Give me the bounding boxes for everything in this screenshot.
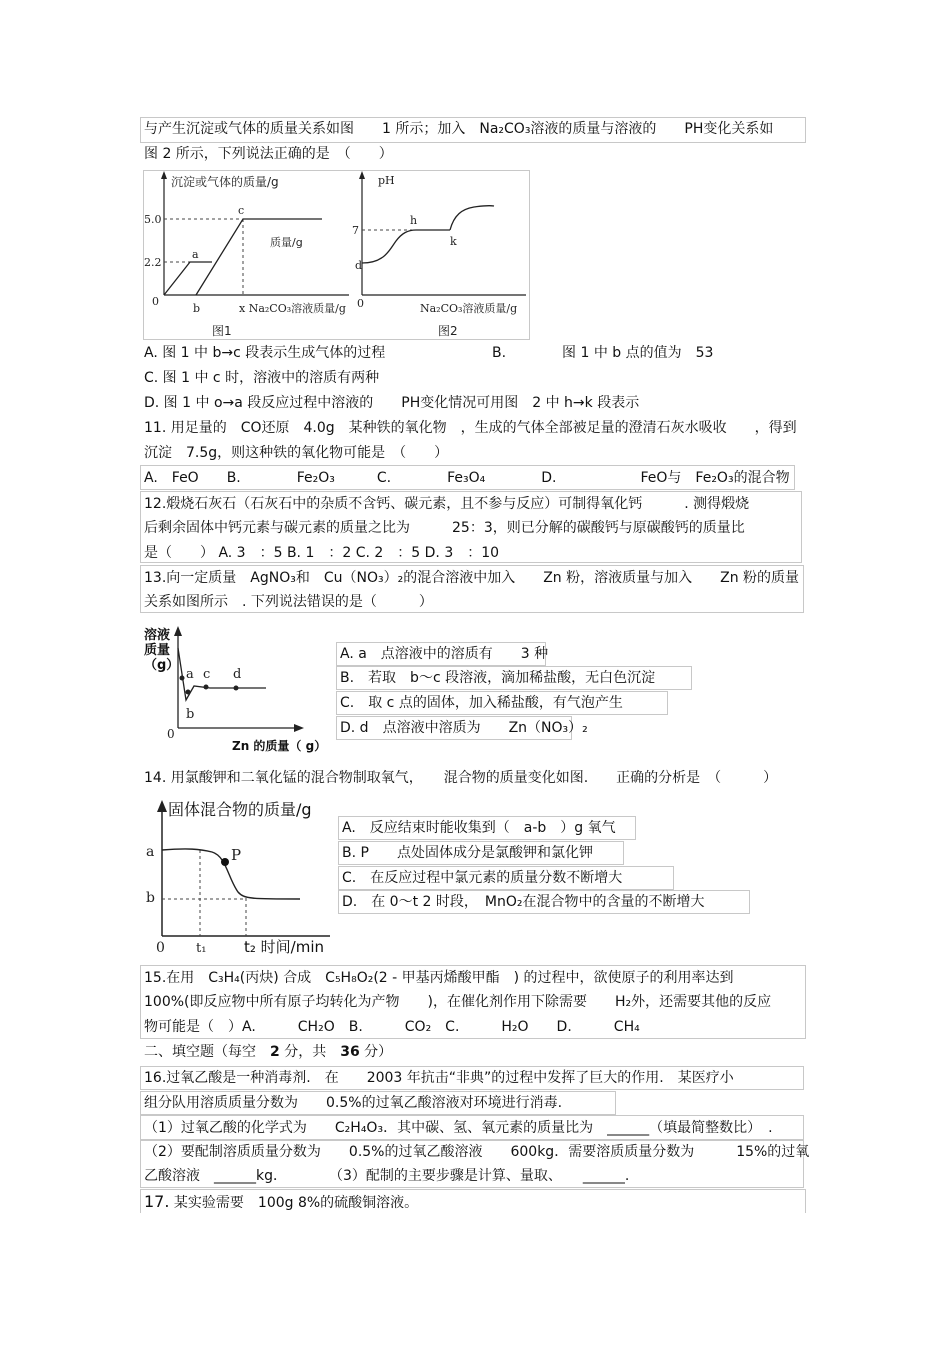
q13-option-c: C. 取 c 点的固体，加入稀盐酸，有气泡产生 — [340, 695, 623, 711]
q13-point-d: d — [233, 667, 242, 682]
q14-origin: 0 — [156, 940, 165, 956]
q10-figure-2 — [350, 171, 528, 339]
q12-line2: 后剩余固体中钙元素与碳元素的质量之比为 25：3，则已分解的碳酸钙与原碳酸钙的质量比 — [144, 520, 745, 536]
q13-point-a: a — [186, 667, 194, 682]
q16-part2: （2）要配制溶质质量分数为 0.5%的过氧乙酸溶液 600kg．需要溶质质量分数为 15%的过氧 — [144, 1144, 810, 1160]
section-2-heading — [144, 1042, 392, 1062]
q13-point-c: c — [203, 667, 211, 682]
q13-y-arrow — [174, 626, 182, 636]
q11-line2: 沉淀 7.5g，则这种铁的氧化物可能是 （ ） — [144, 445, 449, 461]
q15-line2: 100%(即反应物中所有原子均转化为产物 )，在催化剂作用下除需要 H₂外，还需要其他的反应 — [144, 994, 772, 1010]
q13-dot-c — [204, 685, 209, 690]
q10-line2: 图 2 所示，下列说法正确的是 （ ） — [144, 146, 393, 162]
q14-option-d: D. 在 0～t 2 时段， MnO₂在混合物中的含量的不断增大 — [342, 894, 705, 910]
q13-line1: 13.向一定质量 AgNO₃和 Cu（NO₃）₂的混合溶液中加入 Zn 粉，溶液质量与加入 Zn 粉的质量 — [144, 570, 800, 586]
q12-line3: 是（ ） A. 3 ：5 B. 1 ：2 C. 2 ：5 D. 3 ：10 — [144, 545, 500, 561]
fig2-ylabel: pH — [378, 174, 395, 187]
q15-line3: 物可能是（ ）A. CH₂O B. CO₂ C. H₂O D. CH₄ — [144, 1019, 640, 1035]
q13-x-arrow — [294, 724, 304, 732]
fig1-xlabel: x Na₂CO₃溶液质量/g — [239, 302, 346, 315]
q11-line1: 11. 用足量的 CO还原 4.0g 某种铁的氧化物 ，生成的气体全部被足量的澄清石灰水吸收 ，得到 — [144, 420, 797, 436]
fig2-origin: 0 — [357, 297, 364, 310]
q14-dot-p — [221, 858, 229, 866]
fig2-y-arrow — [359, 171, 365, 179]
q13-dot-d — [234, 686, 239, 691]
q14-option-b: B. P 点处固体成分是氯酸钾和氯化钾 — [342, 845, 593, 861]
fig1-precipitate-curve — [196, 219, 322, 295]
q10-option-d: D. 图 1 中 o→a 段反应过程中溶液的 PH变化情况可用图 2 中 h→k 段表示 — [144, 395, 640, 411]
q14-point-a: a — [146, 844, 155, 860]
fig2-tick-7: 7 — [352, 224, 359, 237]
fig1-origin: 0 — [152, 295, 159, 308]
q13-option-d: D. d 点溶液中溶质为 Zn（NO₃）₂ — [340, 720, 588, 736]
fig1-tick-50: 5.0 — [144, 213, 162, 226]
fig2-ph-curve-1 — [362, 230, 450, 263]
q14-t1: t₁ — [196, 941, 207, 956]
q11-options: A. FeO B. Fe₂O₃ C. Fe₃O₄ D. FeO与 Fe₂O₃的混合物 — [144, 470, 790, 486]
q17-line — [144, 1192, 418, 1213]
fig2-ph-curve-2 — [450, 206, 494, 230]
fig2-point-k: k — [450, 235, 457, 248]
q16-part1: （1）过氧乙酸的化学式为 C₂H₄O₃．其中碳、氢、氧元素的质量比为 ______（填最简整数比） . — [144, 1120, 773, 1136]
q14-option-c: C. 在反应过程中氯元素的质量分数不断增大 — [342, 870, 623, 886]
q13-point-b: b — [186, 707, 195, 722]
q17-number: 17. — [144, 1192, 170, 1211]
q12-line1: 12.煅烧石灰石（石灰石中的杂质不含钙、碳元素，且不参与反应）可制得氧化钙 . 测得煅烧 — [144, 496, 750, 512]
q10-line1: 与产生沉淀或气体的质量关系如图 1 所示；加入 Na₂CO₃溶液的质量与溶液的 PH变化关系如 — [144, 121, 774, 137]
q13-dot-b — [186, 690, 191, 695]
fig2-point-h: h — [410, 214, 418, 227]
q14-y-arrow — [157, 800, 167, 812]
fig1-ylabel: 沉淀或气体的质量/g — [171, 175, 279, 189]
fig2-caption: 图2 — [438, 324, 458, 338]
q16-part2-cont: 乙酸溶液 ______kg． （3）配制的主要步骤是计算、量取、 ______. — [144, 1168, 630, 1184]
q10-figure-1 — [144, 171, 354, 339]
fig1-mass-label: 质量/g — [270, 236, 303, 249]
q14-line1: 14. 用氯酸钾和二氧化锰的混合物制取氧气， 混合物的质量变化如图. 正确的分析是 （ ） — [144, 770, 778, 786]
fig1-tick-22: 2.2 — [144, 256, 162, 269]
q13-option-b: B. 若取 b～c 段溶液，滴加稀盐酸，无白色沉淀 — [340, 670, 656, 686]
fig1-point-c: c — [238, 204, 245, 217]
q14-ylabel: 固体混合物的质量/g — [168, 800, 312, 819]
q10-option-a: A. 图 1 中 b→c 段表示生成气体的过程 — [144, 345, 386, 361]
q13-origin: 0 — [167, 727, 175, 741]
fig2-xlabel: Na₂CO₃溶液质量/g — [420, 302, 518, 315]
section-2-mid: 分，共 — [279, 1044, 341, 1060]
q14-figure — [140, 798, 340, 960]
section-2-prefix: 二、填空题（每空 — [144, 1044, 270, 1060]
q16-line1: 16.过氧乙酸是一种消毒剂. 在 2003 年抗击“非典”的过程中发挥了巨大的作用. 某医疗小 — [144, 1070, 734, 1086]
section-2-points-each: 2 — [270, 1044, 280, 1060]
fig1-y-arrow — [161, 171, 167, 179]
fig1-point-b: b — [193, 302, 201, 315]
section-2-points-total: 36 — [340, 1044, 360, 1060]
q13-ylabel: 溶液质量（g） — [144, 628, 180, 673]
fig1-point-a: a — [192, 248, 199, 261]
section-2-suffix: 分） — [359, 1044, 393, 1060]
q15-line1: 15.在用 C₃H₄(丙炔) 合成 C₅H₈O₂(2 - 甲基丙烯酸甲酯 ) 的过程中，欲使原子的利用率达到 — [144, 970, 734, 986]
q13-xlabel: Zn 的质量（ g） — [232, 739, 327, 753]
q17-text: 某实验需要 100g 8%的硫酸铜溶液。 — [173, 1195, 419, 1211]
q10-option-b: B. 图 1 中 b 点的值为 53 — [492, 345, 714, 361]
q14-option-a: A. 反应结束时能收集到（ a-b ）g 氧气 — [342, 820, 616, 836]
q14-point-p: P — [231, 846, 242, 864]
q10-option-c: C. 图 1 中 c 时，溶液中的溶质有两种 — [144, 370, 380, 386]
fig1-gas-curve — [164, 262, 212, 295]
q14-point-b: b — [146, 890, 155, 906]
fig2-point-d: d — [355, 259, 363, 272]
q13-line2: 关系如图所示 . 下列说法错误的是（ ） — [144, 594, 433, 610]
q13-option-a: A. a 点溶液中的溶质有 3 种 — [340, 646, 549, 662]
q14-xlabel: t₂ 时间/min — [244, 938, 325, 956]
q13-dot-a — [180, 676, 185, 681]
q16-line2: 组分队用溶质质量分数为 0.5%的过氧乙酸溶液对环境进行消毒. — [144, 1095, 563, 1111]
fig1-caption: 图1 — [212, 324, 232, 338]
